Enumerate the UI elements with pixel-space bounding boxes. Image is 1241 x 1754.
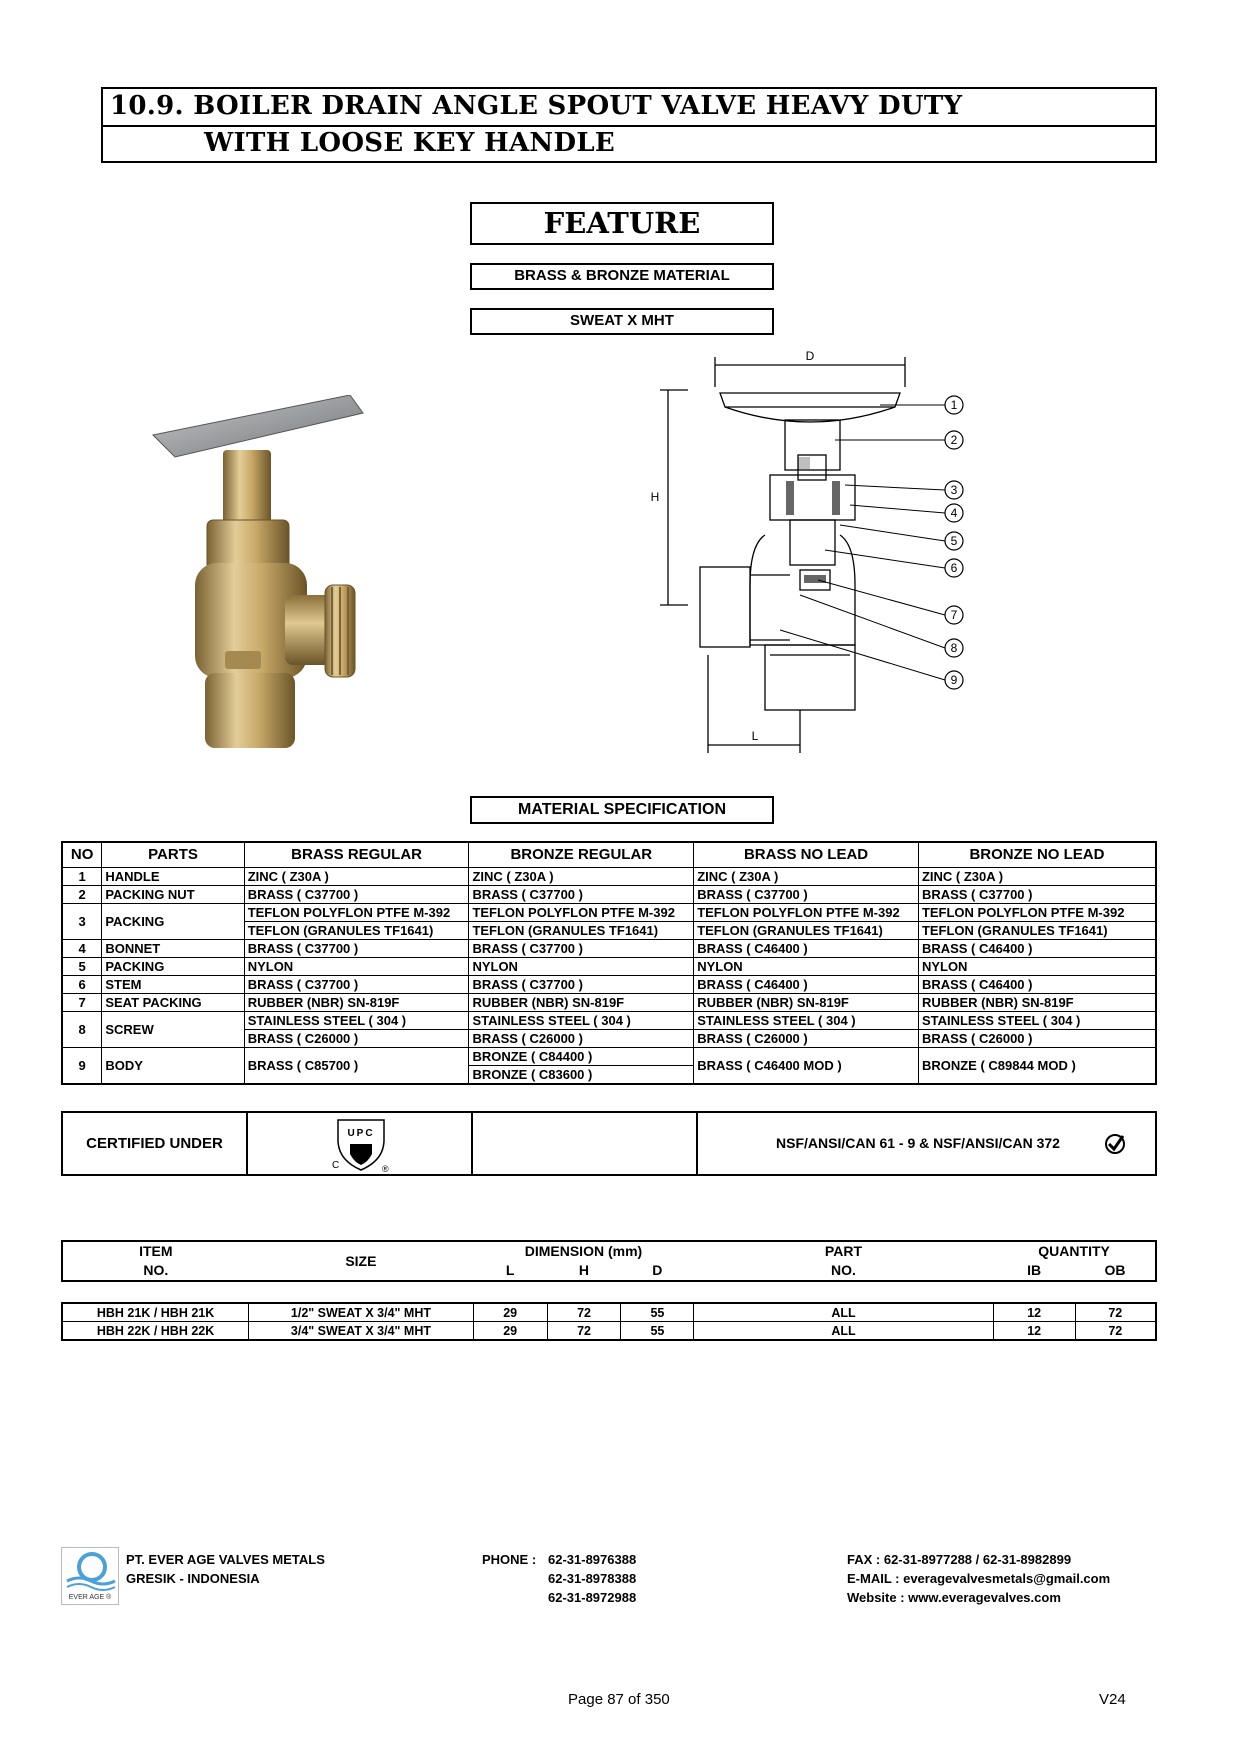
callout-3: 3 <box>950 483 958 497</box>
sweat-end <box>205 673 295 748</box>
table-header-row <box>62 842 1156 868</box>
website: Website : www.everagevalves.com <box>847 1590 1061 1605</box>
header-d: D <box>652 1262 663 1278</box>
col-header: BRONZE REGULAR <box>469 842 694 868</box>
title-divider <box>103 125 1155 127</box>
table-row: TEFLON (GRANULES TF1641) TEFLON (GRANULES TF1641) TEFLON (GRANULES TF1641) TEFLON (GRANULES TF1641) <box>62 922 1156 940</box>
table-row: 4 BONNET BRASS ( C37700 ) BRASS ( C37700 ) BRASS ( C46400 ) BRASS ( C46400 ) <box>62 940 1156 958</box>
header-size: SIZE <box>345 1252 377 1269</box>
nsf-check-icon <box>1103 1132 1127 1156</box>
certification-strip <box>61 1111 1157 1176</box>
table-row: 8 SCREW STAINLESS STEEL ( 304 ) STAINLESS STEEL ( 304 ) STAINLESS STEEL ( 304 ) STAINLESS STEEL ( 304 ) <box>62 1012 1156 1030</box>
header-dimension: DIMENSION (mm) <box>524 1243 643 1259</box>
callout-4: 4 <box>950 506 958 520</box>
material-spec-heading: MATERIAL SPECIFICATION <box>470 796 774 824</box>
phone-3: 62-31-8972988 <box>548 1590 637 1605</box>
header-h: H <box>578 1262 590 1278</box>
packing-nut <box>207 520 289 570</box>
nsf-standard: NSF/ANSI/CAN 61 - 9 & NSF/ANSI/CAN 372 <box>776 1135 1060 1151</box>
table-row: 9 BODY BRASS ( C85700 ) BRONZE ( C84400 ) BRASS ( C46400 MOD ) BRONZE ( C89844 MOD ) <box>62 1048 1156 1066</box>
empty-cert-cell <box>473 1113 698 1174</box>
page-title: 10.9. BOILER DRAIN ANGLE SPOUT VALVE HEAVY DUTY <box>110 91 963 121</box>
col-header: NO <box>62 842 102 868</box>
upc-logo-text: UPC <box>347 1128 375 1139</box>
logo-text: EVER AGE ® <box>68 1594 112 1601</box>
product-photo <box>135 395 455 755</box>
company-name: PT. EVER AGE VALVES METALS <box>126 1552 325 1567</box>
header-part: PART <box>824 1243 862 1259</box>
upc-logo-icon <box>328 1116 394 1174</box>
upc-c-mark: C <box>332 1160 340 1171</box>
stem <box>223 450 271 525</box>
callout-6: 6 <box>950 561 958 575</box>
dim-label-d: D <box>805 349 815 363</box>
phone-label: PHONE : <box>482 1552 537 1567</box>
header-ob: OB <box>1104 1262 1126 1278</box>
title-box <box>101 87 1157 163</box>
company-logo <box>61 1547 119 1605</box>
table-row: BRONZE ( C83600 ) <box>62 1066 1156 1085</box>
upc-registered-mark: ® <box>382 1164 389 1174</box>
handle-plate <box>153 395 363 457</box>
table-row: HBH 22K / HBH 22K 3/4" SWEAT X 3/4" MHT 29 72 55 ALL 12 72 <box>62 1322 1156 1341</box>
dimension-table <box>61 1302 1157 1341</box>
dimension-header: ITEM SIZE DIMENSION (mm) PART QUANTITY NO. L H D NO. IB OB <box>61 1240 1157 1282</box>
table-row: 7 SEAT PACKING RUBBER (NBR) SN-819F RUBBER (NBR) SN-819F RUBBER (NBR) SN-819F RUBBER (NBR) SN-819F <box>62 994 1156 1012</box>
phone-2: 62-31-8978388 <box>548 1571 637 1586</box>
col-header: BRASS NO LEAD <box>694 842 919 868</box>
company-location: GRESIK - INDONESIA <box>126 1571 260 1586</box>
certified-under-label: CERTIFIED UNDER <box>86 1135 223 1152</box>
callout-7: 7 <box>950 608 958 622</box>
table-row: BRASS ( C26000 ) BRASS ( C26000 ) BRASS ( C26000 ) BRASS ( C26000 ) <box>62 1030 1156 1048</box>
callout-8: 8 <box>950 641 958 655</box>
callout-9: 9 <box>950 673 958 687</box>
callout-1: 1 <box>950 398 958 412</box>
body-marking <box>225 651 261 669</box>
col-header: BRONZE NO LEAD <box>918 842 1156 868</box>
callout-5: 5 <box>950 534 958 548</box>
page-subtitle: WITH LOOSE KEY HANDLE <box>204 128 616 158</box>
header-quantity: QUANTITY <box>1038 1243 1110 1259</box>
header-item: ITEM <box>139 1243 173 1259</box>
page-number: Page 87 of 350 <box>568 1691 670 1708</box>
header-l: L <box>505 1262 515 1278</box>
upc-logo-cell <box>248 1113 473 1174</box>
col-header: PARTS <box>102 842 244 868</box>
feature-connection: SWEAT X MHT <box>470 308 774 335</box>
version-label: V24 <box>1099 1691 1126 1708</box>
col-header: BRASS REGULAR <box>244 842 469 868</box>
material-spec-table <box>61 841 1157 1085</box>
dim-label-l: L <box>751 729 759 743</box>
table-row: 6 STEM BRASS ( C37700 ) BRASS ( C37700 ) BRASS ( C46400 ) BRASS ( C46400 ) <box>62 976 1156 994</box>
table-row: 5 PACKING NYLON NYLON NYLON NYLON <box>62 958 1156 976</box>
dim-label-h: H <box>650 490 660 504</box>
table-row: 1 HANDLE ZINC ( Z30A ) ZINC ( Z30A ) ZINC ( Z30A ) ZINC ( Z30A ) <box>62 868 1156 886</box>
fax: FAX : 62-31-8977288 / 62-31-8982899 <box>847 1552 1072 1567</box>
feature-material: BRASS & BRONZE MATERIAL <box>470 263 774 290</box>
callout-2: 2 <box>950 433 958 447</box>
feature-heading: FEATURE <box>470 202 774 245</box>
email: E-MAIL : everagevalvesmetals@gmail.com <box>847 1571 1111 1586</box>
table-row: 3 PACKING TEFLON POLYFLON PTFE M-392 TEFLON POLYFLON PTFE M-392 TEFLON POLYFLON PTFE M-392 TEFLON POLYFLON PTFE M-392 <box>62 904 1156 922</box>
header-ib: IB <box>1027 1262 1042 1278</box>
table-row: HBH 21K / HBH 21K 1/2" SWEAT X 3/4" MHT 29 72 55 ALL 12 72 <box>62 1303 1156 1322</box>
technical-drawing <box>640 345 980 760</box>
phone-1: 62-31-8976388 <box>548 1552 637 1567</box>
table-row: 2 PACKING NUT BRASS ( C37700 ) BRASS ( C37700 ) BRASS ( C37700 ) BRASS ( C37700 ) <box>62 886 1156 904</box>
